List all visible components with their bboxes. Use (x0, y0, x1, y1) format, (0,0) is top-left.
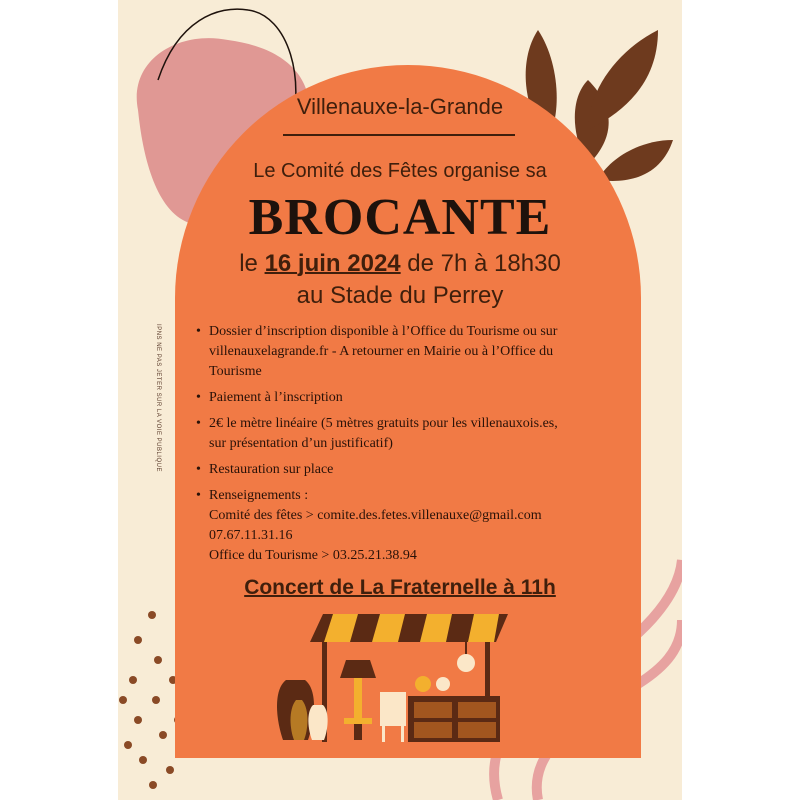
info-line: • Dossier d’inscription disponible à l’Office du Tourisme ou sur (209, 324, 558, 339)
event-place: au Stade du Perrey (296, 282, 504, 309)
info-line: 07.67.11.31.16 (209, 528, 293, 543)
info-item (196, 460, 636, 480)
info-line: • Restauration sur place (209, 462, 334, 477)
concert-line (118, 576, 682, 600)
brocante-poster (118, 0, 682, 800)
town-underline (283, 134, 515, 136)
info-line: sur présentation d’un justificatif) (209, 436, 393, 451)
info-line: Comité des fêtes > comite.des.fetes.villenauxe@gmail.com (209, 508, 542, 523)
event-date (118, 250, 682, 278)
date-prefix: le (239, 250, 265, 277)
info-line: Tourisme (209, 364, 262, 379)
info-list (196, 322, 636, 572)
info-line: villenauxelagrande.fr - A retourner en Mairie ou à l’Office du (209, 344, 554, 359)
info-line: Office du Tourisme > 03.25.21.38.94 (209, 548, 417, 563)
info-item (196, 414, 636, 454)
organiser-line: Le Comité des Fêtes organise sa (253, 160, 547, 182)
info-item (196, 486, 636, 566)
info-item (196, 322, 636, 382)
date-value: 16 juin 2024 (264, 250, 401, 277)
concert-text: Concert de La Fraternelle à 11h (244, 576, 556, 599)
dot-pattern (119, 611, 182, 789)
info-item (196, 388, 636, 408)
info-line: • Renseignements : (209, 488, 309, 503)
event-title: BROCANTE (248, 189, 552, 246)
town-name: Villenauxe-la-Grande (296, 94, 504, 119)
info-line: • 2€ le mètre linéaire (5 mètres gratuits pour les villenauxois.es, (209, 416, 558, 431)
date-suffix: de 7h à 18h30 (400, 250, 561, 277)
ipns-note: IPNS NE PAS JETER SUR LA VOIE PUBLIQUE (155, 324, 161, 472)
info-line: • Paiement à l’inscription (209, 390, 343, 405)
